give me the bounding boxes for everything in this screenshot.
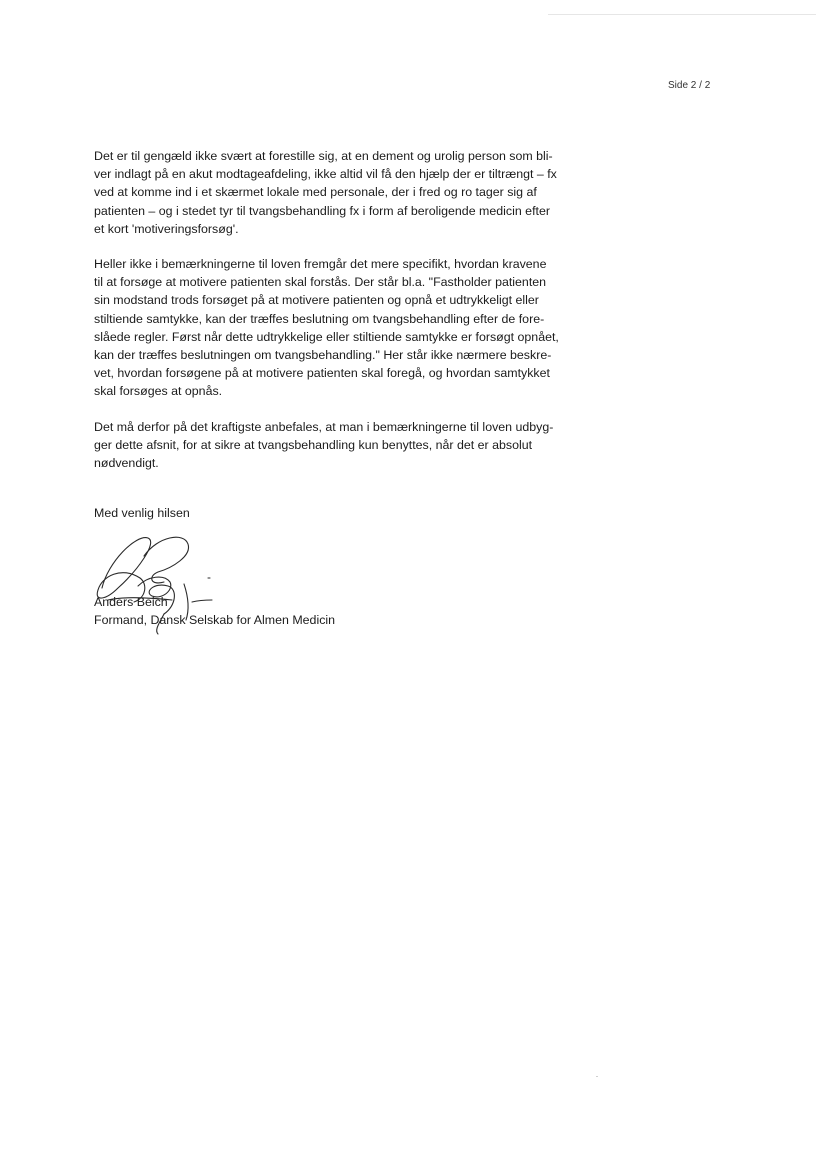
- closing-salutation: Med venlig hilsen: [94, 506, 190, 520]
- text-line: slåede regler. Først når dette udtrykkelige eller stiltiende samtykke er forsøgt opnået,: [94, 329, 559, 344]
- text-line: ver indlagt på en akut modtageafdeling, ikke altid vil få den hjælp der er tiltrængt – fx: [94, 167, 557, 182]
- text-line: stiltiende samtykke, kan der træffes beslutning om tvangsbehandling efter de fore-: [94, 311, 545, 326]
- paragraph-3: [94, 418, 614, 473]
- text-line: Heller ikke i bemærkningerne til loven fremgår det mere specifikt, hvordan kravene: [94, 257, 547, 272]
- text-line: Det er til gengæld ikke svært at forestille sig, at en dement og urolig person som bli-: [94, 149, 553, 163]
- text-line: til at forsøge at motivere patienten skal forstås. Der står bl.a. "Fastholder patienten: [94, 275, 547, 290]
- text-line: vet, hvordan forsøgene på at motivere patienten skal foregå, og hvordan samtykket: [94, 366, 550, 381]
- text-line: nødvendigt.: [94, 456, 159, 471]
- text-line: ger dette afsnit, for at sikre at tvangsbehandling kun benyttes, når det er absolut: [94, 437, 533, 452]
- paragraph-2: [94, 255, 614, 401]
- page-number: Side 2 / 2: [668, 80, 711, 91]
- text-line: sin modstand trods forsøget på at motivere patienten og opnå et udtrykkeligt eller: [94, 293, 539, 308]
- text-line: ved at komme ind i et skærmet lokale med personale, der i fred og ro tager sig af: [94, 185, 537, 200]
- signer-name: Anders Beich: [94, 595, 168, 609]
- signer-title: Formand, Dansk Selskab for Almen Medicin: [94, 613, 336, 627]
- text-line: skal forsøges at opnås.: [94, 384, 223, 399]
- scan-speck: [596, 1076, 598, 1077]
- text-line: Det må derfor på det kraftigste anbefales, at man i bemærkningerne til loven udbyg-: [94, 419, 554, 434]
- text-line: kan der træffes beslutningen om tvangsbehandling." Her står ikke nærmere beskre-: [94, 348, 552, 363]
- text-line: patienten – og i stedet tyr til tvangsbehandling fx i form af beroligende medicin efter: [94, 203, 550, 218]
- text-line: et kort 'motiveringsforsøg'.: [94, 221, 239, 236]
- letter-body: [94, 147, 614, 489]
- scan-edge-line: [548, 14, 816, 15]
- handwritten-signature: [88, 526, 218, 636]
- paragraph-1: [94, 147, 614, 238]
